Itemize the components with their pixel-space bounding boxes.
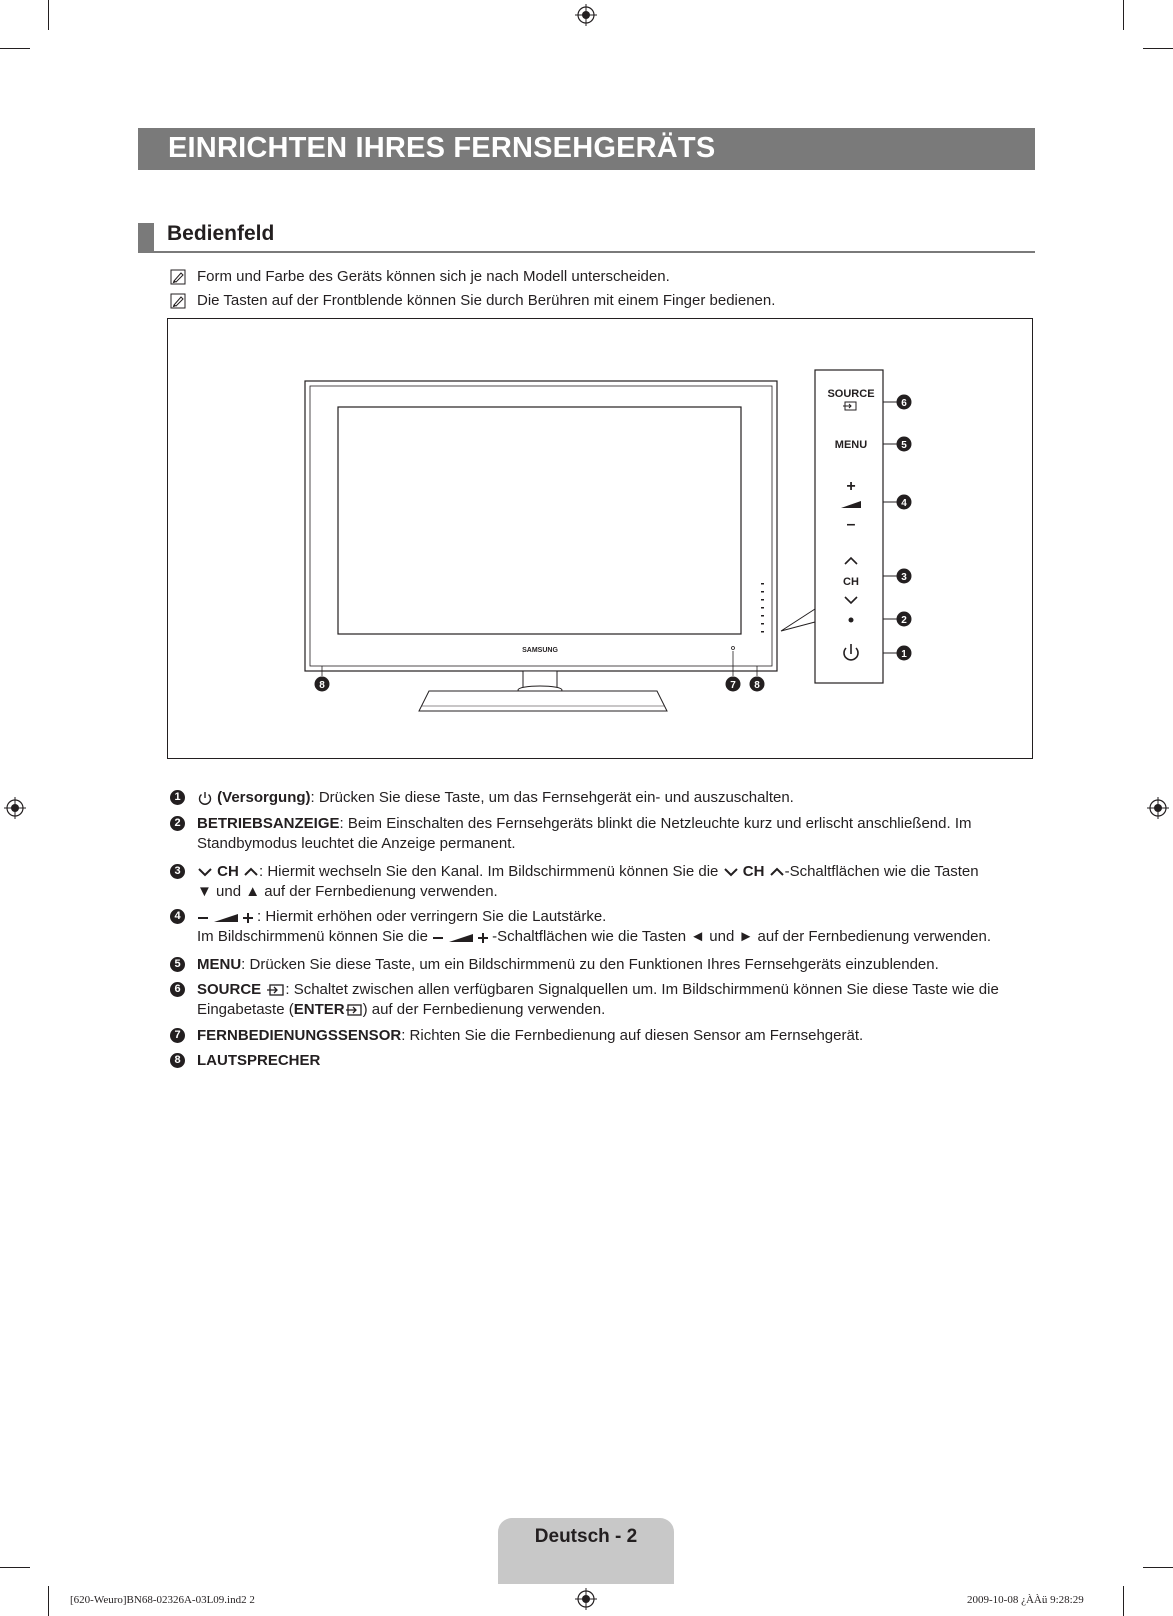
note-text: Form und Farbe des Geräts können sich je nach Modell unterscheiden.: [197, 268, 670, 285]
crop-mark: [48, 1586, 49, 1616]
item-text: -Schaltflächen wie die Tasten: [784, 863, 979, 880]
callout-number: 2: [901, 615, 907, 626]
item-number: 1: [170, 790, 185, 805]
callout-number: 7: [730, 680, 736, 691]
callout-leaders: [883, 402, 897, 653]
item-term: (Versorgung): [217, 789, 311, 806]
registration-mark-icon: [1147, 797, 1169, 819]
item-text: : Richten Sie die Fernbedienung auf diesen Sensor am Fernsehgerät.: [401, 1027, 864, 1044]
menu-label: MENU: [834, 439, 868, 451]
item-text: : Drücken Sie diese Taste, um das Fernsehgerät ein- und auszuschalten.: [310, 789, 794, 806]
item-number: 3: [170, 864, 185, 879]
page-number: Deutsch - 2: [534, 1526, 638, 1547]
callout-number: 8: [319, 680, 325, 691]
crop-mark: [1123, 0, 1124, 30]
page-title: EINRICHTEN IHRES FERNSEHGERÄTS: [168, 132, 716, 164]
item-text: : Beim Einschalten des Fernsehgeräts blinkt die Netzleuchte kurz und erlischt anschließend. Im Standbymodus leuchtet die Anzeige permanent.: [197, 815, 972, 852]
registration-mark-icon: [575, 1588, 597, 1610]
chevron-up-icon: [769, 866, 785, 878]
crop-mark: [48, 0, 49, 30]
tv-body: [305, 381, 777, 711]
item-text: -Schaltflächen wie die Tasten ◄ und ► auf der Fernbedienung verwenden.: [492, 928, 992, 945]
note-text: Die Tasten auf der Frontblende können Sie durch Berühren mit einem Finger bedienen.: [197, 292, 776, 309]
item-term: MENU: [197, 956, 242, 973]
item-term: FERNBEDIENUNGSSENSOR: [197, 1027, 402, 1044]
control-panel-figure: [167, 318, 1033, 759]
chevron-down-icon: [197, 866, 213, 878]
item-number: 7: [170, 1028, 185, 1043]
page-title-bar: [138, 128, 1035, 170]
registration-mark-icon: [575, 4, 597, 26]
volume-control-icon: [432, 930, 492, 944]
callout-number: 3: [901, 572, 907, 583]
section-divider: [138, 251, 1035, 253]
chevron-down-icon: [723, 866, 739, 878]
callout-number: 1: [901, 649, 907, 660]
item-text: ▼ und ▲ auf der Fernbedienung verwenden.: [197, 883, 498, 900]
callout-number: 4: [901, 498, 907, 509]
brand-logo: SAMSUNG: [522, 647, 558, 654]
item-term: CH: [742, 863, 765, 880]
item-number: 8: [170, 1053, 185, 1068]
item-text: Eingabetaste (: [197, 1001, 294, 1018]
item-text: : Schaltet zwischen allen verfügbaren Signalquellen um. Im Bildschirmmenü können Sie diese Taste wie die: [285, 981, 999, 998]
item-text: Im Bildschirmmenü können Sie die: [197, 928, 428, 945]
item-text: : Drücken Sie diese Taste, um ein Bildschirmmenü zu den Funktionen Ihres Fernsehgeräts einzublenden.: [241, 956, 939, 973]
callout-number: 6: [901, 398, 907, 409]
section-title: Bedienfeld: [167, 222, 275, 245]
source-label: SOURCE: [827, 388, 875, 400]
item-text: ) auf der Fernbedienung verwenden.: [362, 1001, 606, 1018]
registration-mark-icon: [4, 797, 26, 819]
crop-mark: [1143, 48, 1173, 49]
note-icon: [170, 293, 186, 309]
item-term: SOURCE: [197, 981, 262, 998]
ch-label: CH: [843, 576, 859, 588]
page-number-tab: [498, 1518, 674, 1584]
item-text: : Hiermit wechseln Sie den Kanal. Im Bildschirmmenü können Sie die: [259, 863, 719, 880]
callout-number: 8: [754, 680, 760, 691]
timestamp-slug: 2009-10-08 ¿ÀÀü 9:28:29: [967, 1594, 1084, 1606]
enter-icon: [345, 1003, 363, 1017]
crop-mark: [1123, 1586, 1124, 1616]
volume-control-icon: [197, 910, 257, 924]
callout-number: 5: [901, 440, 907, 451]
item-term: LAUTSPRECHER: [197, 1052, 321, 1069]
crop-mark: [1143, 1567, 1173, 1568]
item-text: : Hiermit erhöhen oder verringern Sie die Lautstärke.: [257, 908, 607, 925]
item-number: 5: [170, 957, 185, 972]
item-number: 2: [170, 816, 185, 831]
item-term: BETRIEBSANZEIGE: [197, 815, 340, 832]
volume-plus-label: +: [846, 478, 856, 495]
volume-minus-label: –: [846, 516, 856, 533]
source-icon: [265, 983, 285, 997]
crop-mark: [0, 1567, 30, 1568]
item-number: 6: [170, 982, 185, 997]
panel-callout-pointer: [781, 609, 815, 631]
item-term: CH: [217, 863, 239, 880]
chevron-up-icon: [243, 866, 259, 878]
power-indicator-icon: [849, 618, 854, 623]
tv-illustration: [167, 318, 1033, 759]
crop-mark: [0, 48, 30, 49]
item-term: ENTER: [293, 1001, 345, 1018]
file-slug: [620-Weuro]BN68-02326A-03L09.ind2 2: [70, 1594, 255, 1606]
section-marker: [138, 223, 154, 252]
item-number: 4: [170, 909, 185, 924]
power-icon: [197, 790, 213, 806]
note-icon: [170, 269, 186, 285]
